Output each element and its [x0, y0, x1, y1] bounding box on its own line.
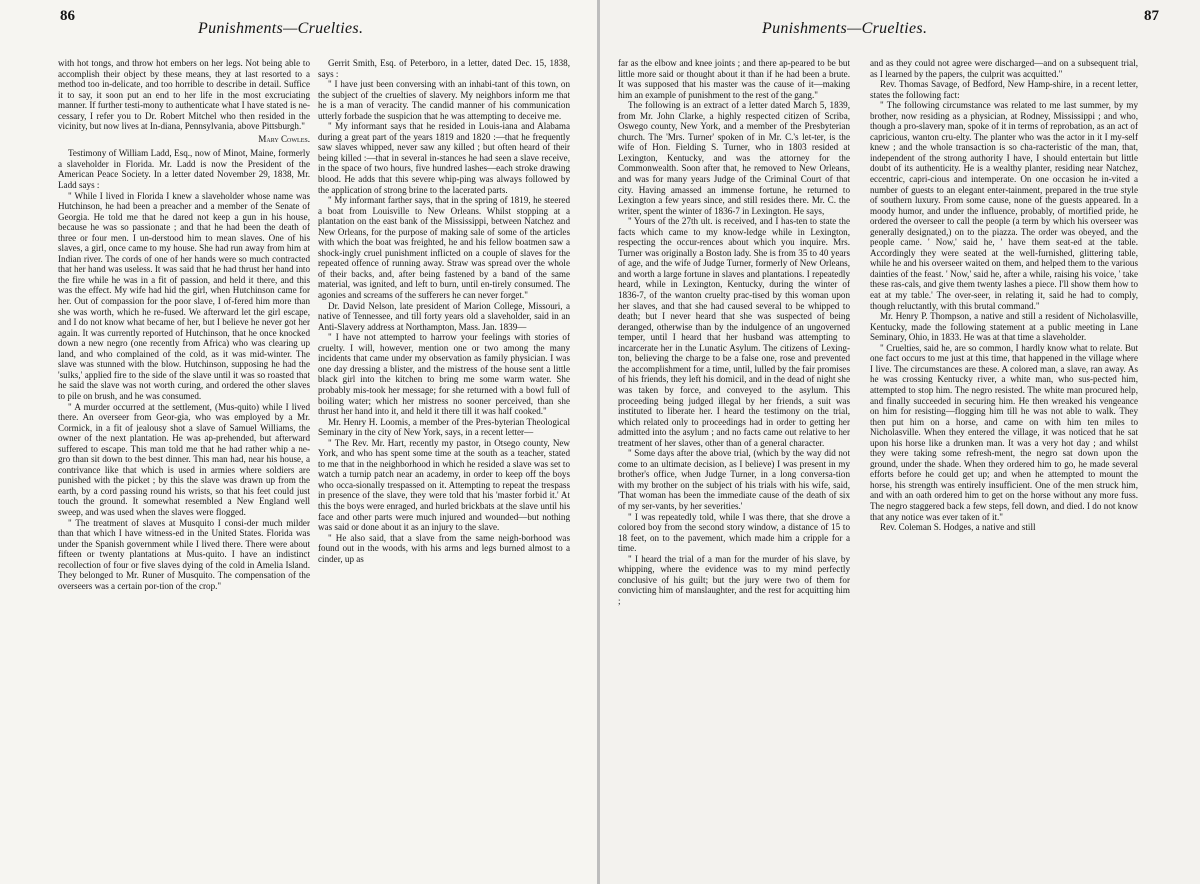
paragraph: Dr. David Nelson, late president of Marion College, Missouri, a native of Tennessee, and till forty years old a slaveholder, said in an Anti-Slavery address at Northampton, Mass. Jan. 1839—	[318, 300, 570, 332]
paragraph: with hot tongs, and throw hot embers on her legs. Not being able to accomplish their object by these means, they at last resorted to a method too in-delicate, and too horrible to describe in detail. Suffice it to say, it soon put an end to her life in the most excruciating manner. If further testi-mony to authenticate what I have stated is ne-cessary, I refer you to Dr. Robert Mitchel who then resided in the vicinity, but now lives at In-diana, Pennsylvania, above Pittsburgh."	[58, 58, 310, 132]
paragraph: Mr. Henry H. Loomis, a member of the Pres-byterian Theological Seminary in the city of New York, says, in a recent letter—	[318, 416, 570, 438]
paragraph: Gerrit Smith, Esq. of Peterboro, in a letter, dated Dec. 15, 1838, says :	[318, 58, 570, 79]
paragraph: Rev. Thomas Savage, of Bedford, New Hamp-shire, in a recent letter, states the following fact:	[870, 79, 1138, 100]
paragraph: " Cruelties, said he, are so common, I hardly know what to relate. But one fact occurs to me just at this time, that happened in the village where I live. The circumstances are these. A colored man, a slave, ran away. As he was crossing Kentucky river, a white man, who sus-pected him, attempted to stop him. The negro resisted. The white man procured help, and finally succeeded in securing him. He then wreaked his vengeance on him for resisting—flogging him till he was not able to walk. They then put him on a horse, and came on with him ten miles to Nicholasville. When they entered the village, it was noticed that he sat upon his horse like a drunken man. It was a very hot day ; and whilst they were taking some refresh-ment, the negro sat down upon the ground, under the shade. When they ordered him to go, he made several efforts before he could get up; and when he attempted to mount the horse, his strength was entirely insufficient. One of the men struck him, and with an oath ordered him to get on the horse without any more fuss. The negro staggered back a few steps, fell down, and died. I do not know that any notice was ever taken of it."	[870, 342, 1138, 522]
paragraph: and as they could not agree were discharged—and on a subsequent trial, as I learned by the papers, the culprit was acquitted."	[870, 58, 1138, 79]
page-number: 87	[1144, 8, 1159, 24]
text-column-1	[58, 58, 310, 878]
paragraph: " I was repeatedly told, while I was there, that she drove a colored boy from the second story window, a distance of 15 to 18 feet, on to the pavement, which made him a cripple for a time.	[618, 511, 850, 554]
running-head: Punishments—Cruelties.	[198, 20, 364, 37]
paragraph: " I have just been conversing with an inhabi-tant of this town, on the subject of the cruelties of slavery. My neighbors inform me that he is a man of veracity. The candid manner of his communication utterly forbade the suspicion that he was attempting to deceive me.	[318, 79, 570, 121]
paragraph: " While I lived in Florida I knew a slaveholder whose name was Hutchinson, he had been a preacher and a member of the Senate of Georgia. He told me that he dared not keep a gun in his house, because he was so passionate ; and that he had been the death of three or four men. I un-derstood him to mean slaves. One of his slaves, a girl, once came to my house. She had run away from him at Indian river. The cords of one of her hands were so much contracted that her hand was useless. It was said that he had thrust her hand into the fire while he was in a fit of passion, and held it there, and this was the effect. My wife had hid the girl, when Hutchinson came for her. Out of compassion for the poor slave, I of-fered him more than she was worth, which he re-fused. We afterward let the girl escape, and I do not know what became of her, but I believe he never got her again. It was currently reported of Hutchinson, that he once knocked down a new negro (one recently from Africa) who was clearing up land, and who complained of the cold, as it was mid-winter. The slave was stunned with the blow. Hutchinson, supposing he had the 'sulks,' applied fire to the side of the slave until it was so roasted that he said the slave was not worth curing, and ordered the other slaves to pile on brush, and he was consumed.	[58, 190, 310, 401]
text-column-3	[618, 58, 850, 878]
paragraph: " A murder occurred at the settlement, (Mus-quito) while I lived there. An overseer from Geor-gia, who was employed by a Mr. Cormick, in a fit of jealousy shot a slave of Samuel Williams, the owner of the next plantation. He was ap-prehended, but afterward suffered to escape. This man told me that he had rather whip a ne-gro than sit down to the best dinner. This man had, near his house, a contrivance like that which is used in armies where soldiers are punished with the picket ; by this the slave was drawn up from the earth, by a cord passing round his wrists, so that his feet could just touch the ground. It somewhat resembled a New England well sweep, and was used when the slaves were flogged.	[58, 401, 310, 517]
paragraph: The following is an extract of a letter dated March 5, 1839, from Mr. John Clarke, a highly respected citizen of Scriba, Oswego county, New York, and a member of the Presbyterian church. The 'Mrs. Turner' spoken of in Mr. C.'s let-ter, is the wife of Hon. Fielding S. Turner, who in 1803 resided at Lexington, Kentucky, and was the attorney for the Commonwealth. Soon after that, he removed to New Orleans, and was for many years Judge of the Criminal Court of that city. Having amassed an immense fortune, he returned to Lexington a few years since, and still resides there. Mr. C. the writer, spent the winter of 1836-7 in Lexington. He says,	[618, 100, 850, 216]
paragraph: " The Rev. Mr. Hart, recently my pastor, in Otsego county, New York, and who has spent some time at the south as a teacher, stated to me that in the neighborhood in which he resided a slave was set to watch a turnip patch near an academy, in order to keep off the boys who occa-sionally trespassed on it. Attempting to repeat the trespass in presence of the slave, they were told that his 'master forbid it.' At this the boys were enraged, and hurled brickbats at the slave until his face and other parts were much injured and wounded—but nothing was said or done about it as an injury to the slave.	[318, 437, 570, 533]
paragraph: " He also said, that a slave from the same neigh-borhood was found out in the woods, with his arms and legs burned almost to a cinder, up as	[318, 532, 570, 564]
page-number: 86	[60, 8, 75, 24]
paragraph: " Yours of the 27th ult. is received, and I has-ten to state the facts which came to my know-ledge while in Lexington, respecting the occur-rences about which you inquire. Mrs. Turner was originally a Boston lady. She is from 35 to 40 years of age, and the wife of Judge Turner, formerly of New Orleans, and worth a large fortune in slaves and plantations. I repeatedly heard, while in Lexington, Kentucky, during the winter of 1836-7, of the wanton cruelty prac-tised by this woman upon her slaves, and that she had caused several to be whipped to death; but I never heard that she was suspected of being deranged, otherwise than by the indulgence of an ungoverned temper, until I heard that her husband was attempting to incarcerate her in the Lunatic Asylum. The citizens of Lexing-ton, believing the charge to be a false one, rose and prevented the accomplishment for a time, until, lulled by the fair promises of his friends, they left his domicil, and in the dead of night she was taken by force, and conveyed to the asylum. This proceeding being judged illegal by her friends, a suit was instituted to liberate her. I heard the testimony on the trial, which related only to proceedings had in order to getting her admitted into the asylum ; and no facts came out relative to her treatment of her slaves, other than of a general character.	[618, 216, 850, 448]
right-page	[600, 0, 1200, 884]
paragraph: " Some days after the above trial, (which by the way did not come to an ultimate decision, as I believe) I was present in my brother's office, when Judge Turner, in a long conversa-tion with my brother on the subject of his trials with his wife, said, 'That woman has been the immediate cause of the death of six of my ser-vants, by her severities.'	[618, 448, 850, 511]
paragraph: " My informant says that he resided in Louis-iana and Alabama during a great part of the years 1819 and 1820 :—that he frequently saw slaves whipped, never saw any killed ; but often heard of their being killed :—that in several in-stances he had seen a slave receive, in the space of two hours, five hundred lashes—each stroke drawing blood. He adds that this severe whip-ping was always followed by the application of strong brine to the lacerated parts.	[318, 121, 570, 195]
paragraph: Mr. Henry P. Thompson, a native and still a resident of Nicholasville, Kentucky, made the following statement at a public meeting in Lane Seminary, Ohio, in 1833. He was at that time a slaveholder.	[870, 311, 1138, 343]
paragraph: far as the elbow and knee joints ; and there ap-peared to be but little more said or thought about it than if he had been a brute. It was supposed that his master was the cause of it—making him an example of punishment to the rest of the gang."	[618, 58, 850, 100]
paragraph: Rev. Coleman S. Hodges, a native and still	[880, 522, 1036, 533]
paragraph: " The treatment of slaves at Musquito I consi-der much milder than that which I have witness-ed in the United States. Florida was under the Spanish government while I lived there. There were about fifteen or twenty plantations at Mus-quito. I have an indistinct recollection of four or five slaves dying of the cold in Amelia Island. They belonged to Mr. Runer of Musquito. The compensation of the overseers was a certain por-tion of the crop."	[58, 517, 310, 591]
running-head: Punishments—Cruelties.	[762, 20, 928, 37]
paragraph: " The following circumstance was related to me last summer, by my brother, now residing as a physician, at Rodney, Mississippi ; and who, though a pro-slavery man, spoke of it in terms of reprobation, as an act of capricious, wanton cru-elty. The planter who was the actor in it I my-self knew ; and the whole transaction is so cha-racteristic of the man, that, independent of the strong authority I have, I should entertain but little doubt of its authenticity. He is a wealthy planter, residing near Natchez, eccentric, capri-cious and intemperate. On one occasion he in-vited a number of guests to an elegant enter-tainment, prepared in the true style of southern luxury. From some cause, none of the guests appeared. In a moody humor, and under the influence, probably, of mortified pride, he ordered the overseer to call the people (a term by which his overseer was generally designated,) on to the piazza. The order was obeyed, and the people came. ' Now,' said he, ' have them seat-ed at the table. Accordingly they were seated at the well-furnished, glittering table, while he and his overseer waited on them, and helped them to the various dainties of the feast. ' Now,' said he, after a while, raising his voice, ' take these ras-cals, and give them twenty lashes a piece. I'll show them how to eat at my table.' The over-seer, in relating it, said he had to comply, though reluctantly, with this brutal command."	[870, 100, 1138, 311]
paragraph: Testimony of William Ladd, Esq., now of Minot, Maine, formerly a slaveholder in Florida. Mr. Ladd is now the President of the American Peace Society. In a letter dated November 29, 1838, Mr. Ladd says :	[58, 148, 310, 191]
paragraph: " I heard the trial of a man for the murder of his slave, by whipping, where the evidence was to my mind perfectly conclusive of his guilt; but the jury were two of them for convicting him of manslaughter, and the rest for acquitting him ;	[618, 553, 850, 606]
left-page	[0, 0, 598, 884]
text-column-4	[870, 58, 1138, 878]
signature: Mary Cowles.	[258, 133, 310, 144]
text-column-2	[318, 58, 570, 878]
paragraph: " My informant farther says, that in the spring of 1819, he steered a boat from Louisville to New Orleans. Whilst stopping at a plantation on the east bank of the Mississippi, between Natchez and New Orleans, for the purpose of making sale of some of the articles with which the boat was freighted, he and his fellow boatmen saw a shock-ingly cruel punishment inflicted on a couple of slaves for the repeated offence of running away. Straw was spread over the whole of their backs, and, after being fastened by a band of the same material, was ignited, and left to burn, until en-tirely consumed. The agonies and screams of the sufferers he can never forget."	[318, 195, 570, 301]
paragraph: " I have not attempted to harrow your feelings with stories of cruelty. I will, however, mention one or two among the many incidents that came under my observation as family physician. I was one day dressing a blister, and the mistress of the house sent a little black girl into the kitchen to bring me some warm water. She probably mis-took her message; for she returned with a bowl full of boiling water; which her mistress no sooner perceived, than she thrust her hand into it, and held it there till it was half cooked."	[318, 332, 570, 417]
